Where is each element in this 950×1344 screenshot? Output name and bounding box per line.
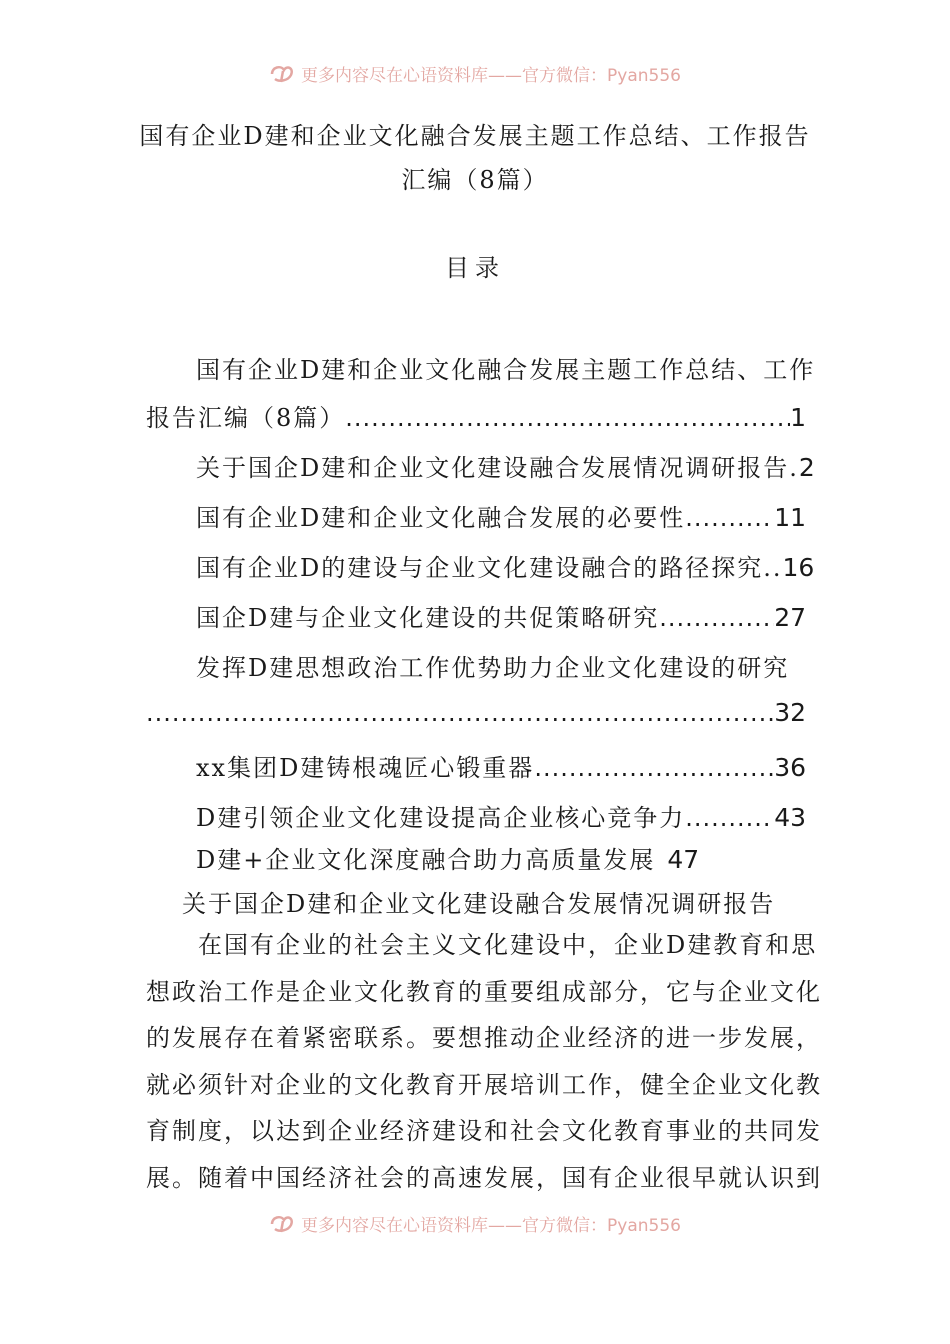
toc-entry-6-line2[interactable] <box>146 698 806 727</box>
toc-entry-3[interactable]: 国有企业D建和企业文化融合发展的必要性 ..... 11 <box>196 498 806 533</box>
paragraph-line: 就必须针对企业的文化教育开展培训工作，健全企业文化教 <box>146 1070 822 1099</box>
toc-entry-8[interactable]: D建引领企业文化建设提高企业核心竞争力 ..... 43 <box>196 798 806 833</box>
leader-dots <box>685 504 774 532</box>
section-title: 关于国企D建和企业文化建设融合发展情况调研报告 <box>182 890 776 918</box>
toc-page-number: 1 <box>790 403 806 432</box>
paragraph-line: 在国有企业的社会主义文化建设中，企业D建教育和思 <box>198 931 818 959</box>
toc-entry-4[interactable]: 国有企业D的建设与企业文化建设融合的路径探究.. 16 <box>196 553 815 582</box>
toc-page-number: 2 <box>798 453 815 482</box>
leader-dots <box>659 604 774 632</box>
toc-entry-7[interactable]: xx集团D建铸根魂匠心锻重器 ..... 36 <box>196 748 806 783</box>
toc-page-number: 47 <box>667 845 700 874</box>
paragraph-line: 育制度，以达到企业经济建设和社会文化教育事业的共同发 <box>146 1117 822 1145</box>
toc-entry-2[interactable]: 关于国企D建和企业文化建设融合发展情况调研报告. 2 <box>196 453 815 482</box>
title-line-1: 国有企业D建和企业文化融合发展主题工作总结、工作报告 <box>139 122 811 150</box>
body-paragraph <box>146 922 822 1201</box>
toc-page-number: 36 <box>774 753 806 782</box>
document-title <box>110 114 840 202</box>
paragraph-line: 展。随着中国经济社会的高速发展，国有企业很早就认识到 <box>146 1163 822 1192</box>
paragraph-line: 想政治工作是企业文化教育的重要组成部分，它与企业文化 <box>146 977 822 1006</box>
title-line-2: 汇编（8篇） <box>401 166 549 194</box>
leader-dots <box>146 699 774 727</box>
toc-page-number: 16 <box>782 553 815 582</box>
logo-icon <box>269 1212 295 1234</box>
leader-dots <box>685 804 774 832</box>
toc-page-number: 43 <box>774 803 806 832</box>
toc-entry-5[interactable]: 国企D建与企业文化建设的共促策略研究 ..... 27 <box>196 598 806 633</box>
leader-dots <box>345 404 790 432</box>
toc-entry-9[interactable]: D建+企业文化深度融合助力高质量发展 47 <box>196 845 700 874</box>
watermark-header <box>0 58 950 88</box>
paragraph-line: 的发展存在着紧密联系。要想推动企业经济的进一步发展， <box>146 1024 822 1052</box>
watermark-footer <box>0 1208 950 1238</box>
logo-icon <box>269 62 295 84</box>
toc-entry-1-line2[interactable]: 报告汇编（8篇） ..... 1 <box>146 398 806 433</box>
watermark-text: 更多内容尽在心语资料库——官方微信：Pyan556 <box>301 65 681 86</box>
toc-page-number: 32 <box>774 698 806 727</box>
toc-entry-1-line1[interactable]: 国有企业D建和企业文化融合发展主题工作总结、工作 <box>196 356 816 384</box>
toc-entry-6-line1[interactable]: 发挥D建思想政治工作优势助力企业文化建设的研究 <box>196 654 790 682</box>
toc-heading: 目录 <box>445 254 505 282</box>
watermark-text: 更多内容尽在心语资料库——官方微信：Pyan556 <box>301 1215 681 1236</box>
toc-page-number: 27 <box>774 603 806 632</box>
toc-page-number: 11 <box>774 503 806 532</box>
leader-dots <box>534 754 774 782</box>
